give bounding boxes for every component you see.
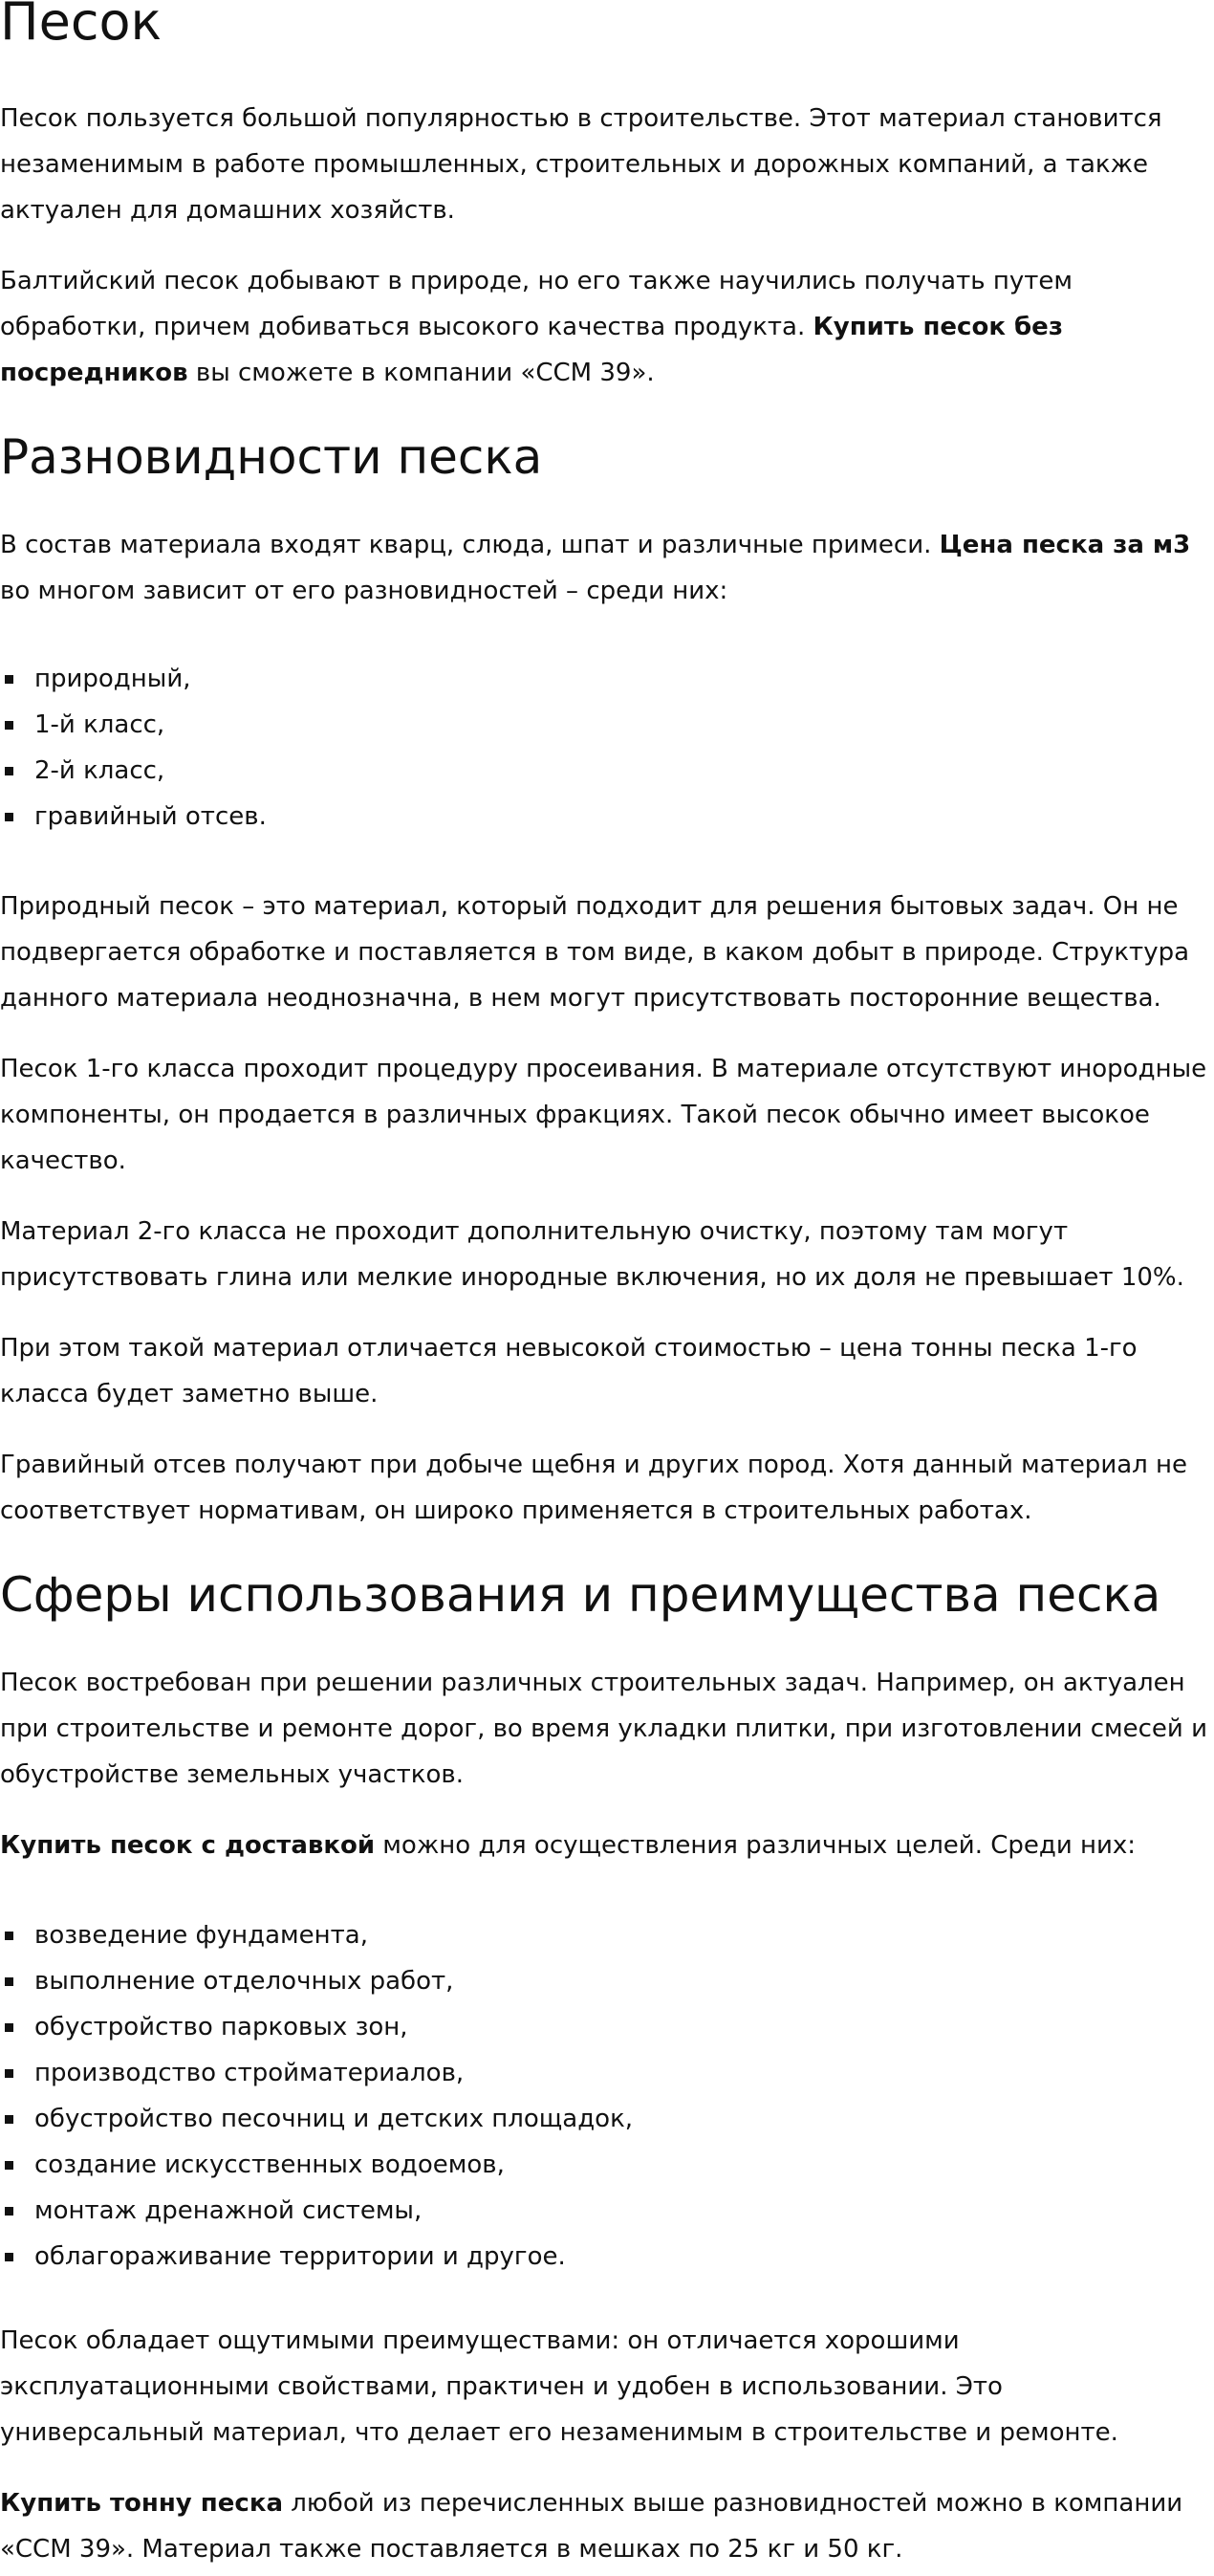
usage-buy-paragraph bbox=[0, 2480, 1212, 2572]
usage-list bbox=[0, 1912, 1212, 2280]
intro-paragraph-2 bbox=[0, 258, 1212, 396]
list-item: гравийный отсев. bbox=[0, 794, 1212, 840]
varieties-lead-paragraph bbox=[0, 522, 1212, 614]
varieties-lead-bold: Цена песка за м3 bbox=[939, 531, 1191, 559]
list-item: возведение фундамента, bbox=[0, 1912, 1212, 1958]
usage-paragraph-2-tail: можно для осуществления различных целей. Среди них: bbox=[375, 1831, 1137, 1860]
usage-paragraph-2 bbox=[0, 1823, 1212, 1868]
usage-advantages-paragraph: Песок обладает ощутимыми преимуществами: он отличается хорошими эксплуатационными свойствами, практичен и удобен в использовании. Это универсальный материал, что делает его незаменимым в строительстве и ремонте. bbox=[0, 2326, 1118, 2447]
intro-paragraph-2-tail: вы сможете в компании «ССМ 39». bbox=[187, 359, 655, 387]
section-heading-varieties: Разновидности песка bbox=[0, 429, 543, 485]
usage-buy-tail: любой из перечисленных выше разновидностей можно в компании «ССМ 39». Материал также поставляется в мешках по 25 кг и 50 кг. bbox=[0, 2489, 1183, 2564]
varieties-lead-text: В состав материала входят кварц, слюда, шпат и различные примеси. bbox=[0, 531, 940, 559]
usage-buy-bold: Купить тонну песка bbox=[0, 2489, 284, 2518]
varieties-price-paragraph: При этом такой материал отличается невысокой стоимостью – цена тонны песка 1-го класса будет заметно выше. bbox=[0, 1334, 1138, 1408]
varieties-natural-paragraph: Природный песок – это материал, который подходит для решения бытовых задач. Он не подвергается обработке и поставляется в том виде, в каком добыт в природе. Структура данного материала неоднозначна, в нем могут присутствовать посторонние вещества. bbox=[0, 892, 1190, 1013]
varieties-lead-tail: во многом зависит от его разновидностей – среди них: bbox=[0, 577, 728, 605]
list-item: создание искусственных водоемов, bbox=[0, 2142, 1212, 2188]
list-item: 2-й класс, bbox=[0, 748, 1212, 794]
section-heading-usage: Сферы использования и преимущества песка bbox=[0, 1567, 1161, 1623]
list-item: природный, bbox=[0, 656, 1212, 702]
usage-paragraph-1: Песок востребован при решении различных строительных задач. Например, он актуален при строительстве и ремонте дорог, во время укладки плитки, при изготовлении смесей и обустройстве земельных участков. bbox=[0, 1669, 1207, 1789]
list-item: выполнение отделочных работ, bbox=[0, 1958, 1212, 2004]
intro-paragraph-2-bold: Купить песок без посредников bbox=[0, 313, 1063, 387]
varieties-gravel-paragraph: Гравийный отсев получают при добыче щебня и других пород. Хотя данный материал не соответствует нормативам, он широко применяется в строительных работах. bbox=[0, 1451, 1188, 1525]
list-item: производство стройматериалов, bbox=[0, 2050, 1212, 2096]
varieties-class1-paragraph: Песок 1-го класса проходит процедуру просеивания. В материале отсутствуют инородные компоненты, он продается в различных фракциях. Такой песок обычно имеет высокое качество. bbox=[0, 1055, 1207, 1175]
page-title: Песок bbox=[0, 0, 163, 52]
varieties-list bbox=[0, 656, 1212, 840]
intro-paragraph-1: Песок пользуется большой популярностью в строительстве. Этот материал становится незаменимым в работе промышленных, строительных и дорожных компаний, а также актуален для домашних хозяйств. bbox=[0, 104, 1162, 225]
list-item: монтаж дренажной системы, bbox=[0, 2188, 1212, 2234]
list-item: 1-й класс, bbox=[0, 702, 1212, 748]
list-item: обустройство парковых зон, bbox=[0, 2004, 1212, 2050]
usage-paragraph-2-bold: Купить песок с доставкой bbox=[0, 1831, 376, 1860]
intro-paragraph-2-text: Балтийский песок добывают в природе, но его также научились получать путем обработки, причем добиваться высокого качества продукта. bbox=[0, 267, 1073, 341]
list-item: облагораживание территории и другое. bbox=[0, 2234, 1212, 2280]
varieties-class2-paragraph: Материал 2-го класса не проходит дополнительную очистку, поэтому там могут присутствовать глина или мелкие инородные включения, но их доля не превышает 10%. bbox=[0, 1217, 1184, 1292]
list-item: обустройство песочниц и детских площадок, bbox=[0, 2096, 1212, 2142]
